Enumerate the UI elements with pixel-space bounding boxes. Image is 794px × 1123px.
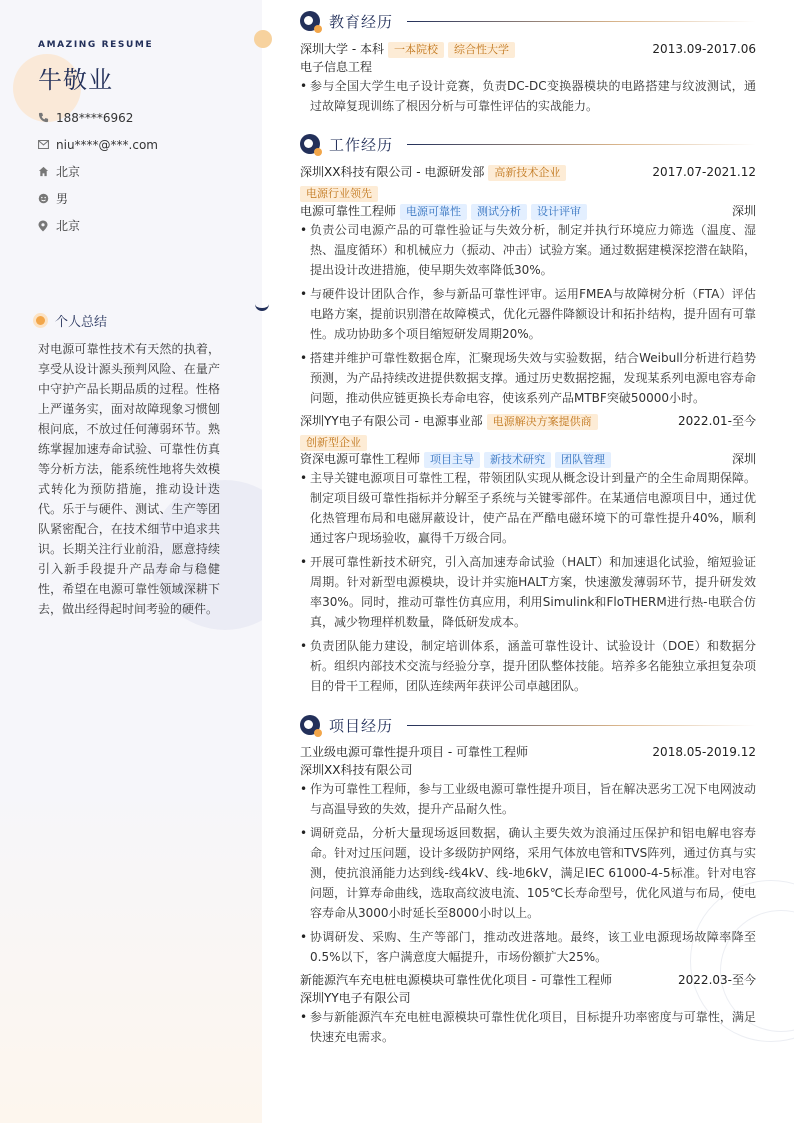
job-role: 资深电源可靠性工程师 [300,452,421,466]
location-value: 北京 [56,165,81,179]
contact-phone [38,104,158,131]
role-tag: 新技术研究 [484,452,551,468]
job-role-row [300,202,756,220]
section-divider [407,21,756,22]
job-bullet: • 负责公司电源产品的可靠性验证与失效分析，制定并执行环境应力筛选（温度、湿热、温度循环）和机械应力（振动、冲击）试验方案。通过数据建模深挖潜在缺陷，提出设计改进措施，使早期失效率降低30%。 [300,220,756,280]
project-company: 深圳YY电子有限公司 [300,991,411,1005]
school-tag: 综合性大学 [448,42,515,58]
company-tag: 电源解决方案提供商 [487,414,598,430]
job-role-row [300,450,756,468]
contact-list [38,104,158,239]
contact-gender [38,185,158,212]
phone-icon [38,112,56,123]
summary-heading [36,311,107,330]
bullet-dot-icon [36,316,45,325]
role-tag: 团队管理 [555,452,611,468]
job-bullet: • 开展可靠性新技术研究，引入高加速寿命试验（HALT）和加速退化试验，缩短验证周期。针对新型电源模块，设计并实施HALT方案，快速激发薄弱环节，提升研发效率30%。同时，推动可靠性仿真应用，利用Simulink和FloTHERM进行热-电联合仿真，减少物理样机数量，降低研发成本。 [300,552,756,632]
education-heading [300,10,756,32]
company-name: 深圳YY电子有限公司 - 电源事业部 [300,414,483,428]
mail-icon [38,140,56,149]
job-city: 深圳 [731,204,756,218]
education-row [300,40,756,58]
school-name: 深圳大学 - 本科 [300,42,384,56]
project-row [300,743,756,761]
job-bullet: • 与硬件设计团队合作，参与新品可靠性评审。运用FMEA与故障树分析（FTA）评估电路方案，提前识别潜在故障模式，优化元器件降额设计和拓扑结构，提升固有可靠性。成功协助多个项目缩短研发周期20%。 [300,284,756,344]
section-divider [407,144,756,145]
contact-hometown [38,212,158,239]
candidate-name: 牛敬业 [38,66,113,94]
project-date: 2022.03-至今 [678,973,756,987]
job-company-tags-row [300,184,756,202]
project-bullet: • 协调研发、采购、生产等部门，推动改进落地。最终，该工业电源现场故障率降至0.5%以下，客户满意度大幅提升，市场份额扩大25%。 [300,927,756,967]
job-bullet: • 负责团队能力建设，制定培训体系，涵盖可靠性设计、试验设计（DOE）和数据分析。组织内部技术交流与经验分享，提升团队整体技能。培养多名能独立承担复杂项目的骨干工程师，团队连续两年获评公司卓越团队。 [300,636,756,696]
projects-heading [300,714,756,736]
contact-location [38,158,158,185]
education-bullet: • 参与全国大学生电子设计竞赛，负责DC-DC变换器模块的电路搭建与纹波测试，通过故障复现训练了根因分析与可靠性评估的实战能力。 [300,76,756,116]
project-name: 新能源汽车充电桩电源模块可靠性优化项目 - 可靠性工程师 [300,973,612,987]
job-date: 2022.01-至今 [678,414,756,428]
home-icon [38,166,56,177]
map-pin-icon [38,220,56,232]
email-value: niu****@***.com [56,137,158,152]
company-name: 深圳XX科技有限公司 - 电源研发部 [300,165,485,179]
job-company-row [300,412,756,430]
education-title: 教育经历 [329,12,394,31]
education-date: 2013.09-2017.06 [652,42,756,56]
project-bullet: • 作为可靠性工程师，参与工业级电源可靠性提升项目，旨在解决恶劣工况下电网波动与高温导致的失效，提升产品耐久性。 [300,779,756,819]
job-company-row [300,163,756,181]
section-icon [300,134,320,154]
summary-text: 对电源可靠性技术有天然的执着，享受从设计源头预判风险、在量产中守护产品长期品质的过程。性格上严谨务实，面对故障现象习惯刨根问底，不放过任何薄弱环节。熟练掌握加速寿命试验、可靠性仿真等分析方法，能系统性地将失效模式转化为预防措施，推动设计迭代。乐于与硬件、测试、生产等团队紧密配合，在技术细节中追求共识。长期关注行业前沿，愿意持续引入新手段提升产品寿命与稳健性，希望在电源可靠性领域深耕下去，做出经得起时间考验的硬件。 [38,342,220,616]
contact-email [38,131,158,158]
role-tag: 电源可靠性 [400,204,467,220]
project-bullet: • 调研竞品，分析大量现场返回数据，确认主要失效为浪涌过压保护和铝电解电容寿命。针对过压问题，设计多级防护网络，采用气体放电管和TVS阵列，通过仿真与实测，使抗浪涌能力达到线-线4kV、线-地6kV，满足IEC 61000-4-5标准。针对电容问题，计算寿命曲线，选取高纹波电流、105℃长寿命型号，优化风道与布局，使电容寿命从3000小时延长至8000小时以上。 [300,823,756,923]
job-date: 2017.07-2021.12 [652,165,756,179]
job-bullet: • 主导关键电源项目可靠性工程，带领团队实现从概念设计到量产的全生命周期保障。制定项目级可靠性指标并分解至子系统与关键零部件。在某通信电源项目中，通过优化热管理布局和电磁屏蔽设计，使产品在严酷电磁环境下的可靠性提升40%，顺利通过客户现场验收，赢得千万级合同。 [300,468,756,548]
school-tag: 一本院校 [388,42,444,58]
company-tag: 高新技术企业 [488,165,566,181]
summary-title: 个人总结 [55,315,108,330]
work-title: 工作经历 [329,135,394,154]
job-city: 深圳 [731,452,756,466]
job-role: 电源可靠性工程师 [300,204,397,218]
company-tag: 电源行业领先 [300,186,378,202]
work-heading [300,133,756,155]
job-bullet: • 搭建并维护可靠性数据仓库，汇聚现场失效与实验数据，结合Weibull分析进行趋势预测，为产品持续改进提供数据支撑。通过历史数据挖掘，发现某系列电源电容寿命问题，推动供应链更换长寿命电容，使该系列产品MTBF突破50000小时。 [300,348,756,408]
project-company: 深圳XX科技有限公司 [300,763,413,777]
sidebar [0,0,262,1123]
project-name: 工业级电源可靠性提升项目 - 可靠性工程师 [300,745,528,759]
section-icon [300,11,320,31]
section-divider [407,725,756,726]
decorative-arc [255,290,269,311]
job-company-tags-row [300,433,756,451]
role-tag: 测试分析 [471,204,527,220]
role-tag: 项目主导 [424,452,480,468]
role-tag: 设计评审 [531,204,587,220]
face-icon [38,193,56,204]
projects-title: 项目经历 [329,716,394,735]
phone-value: 188****6962 [56,110,134,125]
hometown-value: 北京 [56,219,81,233]
project-date: 2018.05-2019.12 [652,745,756,759]
section-icon [300,715,320,735]
company-tag: 创新型企业 [300,435,367,451]
brand-label: AMAZING RESUME [38,40,154,50]
gender-value: 男 [56,192,69,206]
education-major: 电子信息工程 [300,60,373,74]
project-row [300,971,756,989]
project-bullet: • 参与新能源汽车充电桩电源模块可靠性优化项目，目标提升功率密度与可靠性，满足快速充电需求。 [300,1007,756,1047]
decorative-circle [254,30,272,48]
